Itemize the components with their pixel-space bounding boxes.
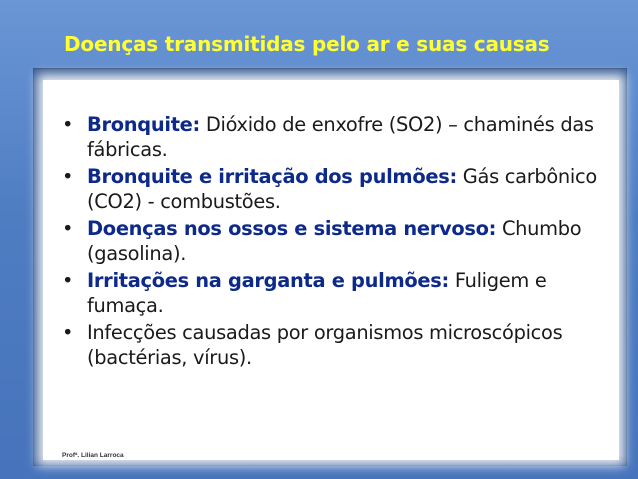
bullet-icon: • — [62, 217, 74, 240]
bullet-icon: • — [62, 321, 74, 344]
bullet-icon: • — [62, 269, 74, 292]
bullet-item — [62, 164, 622, 214]
bullet-list — [62, 112, 622, 372]
bullet-term: Bronquite e irritação dos pulmões: — [87, 165, 457, 188]
slide-title: Doenças transmitidas pelo ar e suas causas — [64, 32, 550, 56]
bullet-term: Irritações na garganta e pulmões: — [87, 269, 449, 292]
bullet-text: Dióxido de enxofre (SO2) – chaminés das fábricas. — [87, 113, 594, 161]
bullet-text: Gás carbônico (CO2) - combustões. — [87, 165, 597, 213]
bullet-item — [62, 112, 622, 162]
bullet-item — [62, 320, 622, 370]
bullet-text: Chumbo (gasolina). — [87, 217, 582, 265]
author-credit: Profª. Lilian Larroca — [62, 452, 124, 459]
bullet-text: Fuligem e fumaça. — [87, 269, 547, 317]
bullet-icon: • — [62, 165, 74, 188]
bullet-item — [62, 216, 622, 266]
bullet-term: Bronquite: — [87, 113, 200, 136]
bullet-item — [62, 268, 622, 318]
bullet-text: Infecções causadas por organismos microscópicos (bactérias, vírus). — [87, 321, 563, 369]
bullet-icon: • — [62, 113, 74, 136]
bullet-term: Doenças nos ossos e sistema nervoso: — [87, 217, 497, 240]
